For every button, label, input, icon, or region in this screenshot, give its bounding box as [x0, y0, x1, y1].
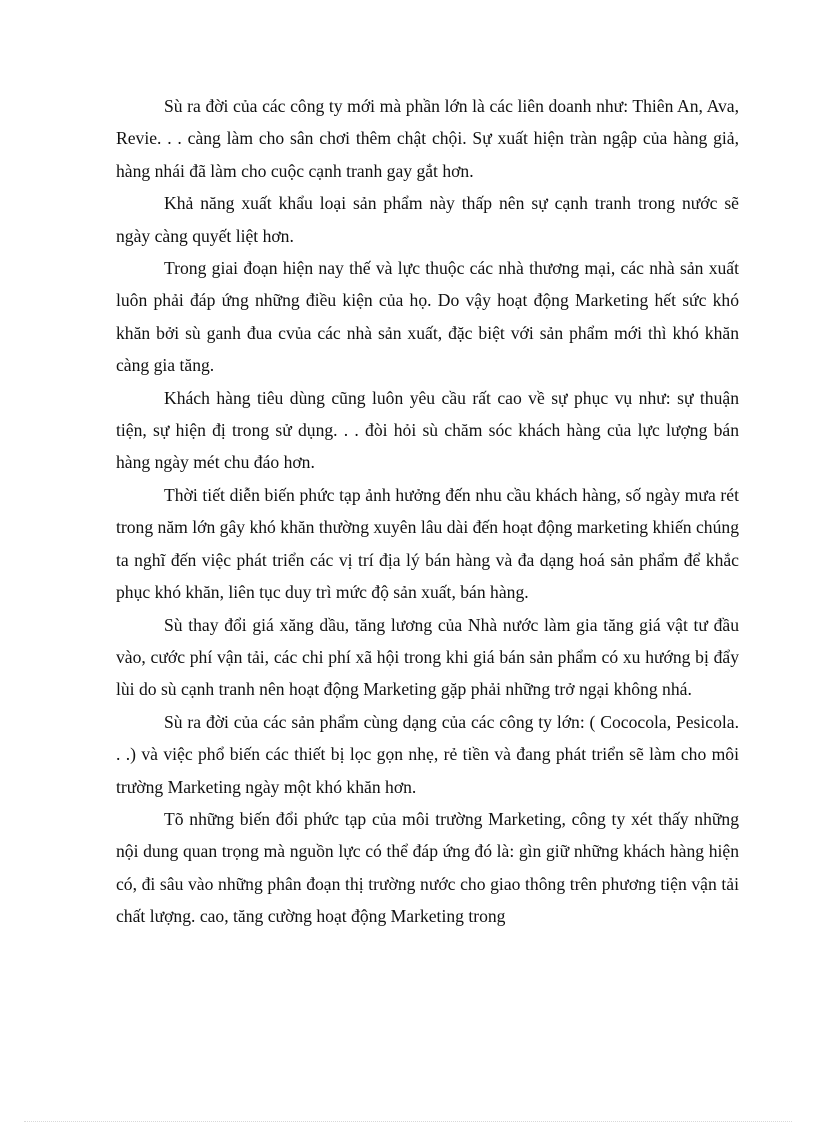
- paragraph-1: Sù ra đời của các công ty mới mà phần lớn là các liên doanh như: Thiên An, Ava, Revie. . . càng làm cho sân chơi thêm chật chội. Sự xuất hiện tràn ngập của hàng giả, hàng nhái đã làm cho cuộc cạnh tranh gay gắt hơn.: [116, 96, 739, 181]
- page-bottom-divider: [24, 1121, 792, 1122]
- paragraph-2: Khả năng xuất khẩu loại sản phẩm này thấp nên sự cạnh tranh trong nước sẽ ngày càng quyết liệt hơn.: [116, 193, 739, 246]
- paragraph-5: Thời tiết diễn biến phức tạp ảnh hưởng đến nhu cầu khách hàng, số ngày mưa rét trong năm lớn gây khó khăn thường xuyên lâu dài đến hoạt động marketing khiến chúng ta nghĩ đến việc phát triển các vị trí địa lý bán hàng và đa dạng hoá sản phẩm để khắc phục khó khăn, liên tục duy trì mức độ sản xuất, bán hàng.: [116, 484, 739, 603]
- paragraph-8: Tõ những biến đổi phức tạp của môi trường Marketing, công ty xét thấy những nội dung quan trọng mà nguồn lực có thể đáp ứng đó là: gìn giữ những khách hàng hiện có, đi sâu vào những phân đoạn thị trường nước cho giao thông trên phương tiện vận tải chất lượng. cao, tăng cường hoạt động Marketing trong: [116, 808, 739, 927]
- document-body: [116, 90, 739, 933]
- paragraph-3: Trong giai đoạn hiện nay thế và lực thuộc các nhà thương mại, các nhà sản xuất luôn phải đáp ứng những điều kiện của họ. Do vậy hoạt động Marketing hết sức khó khăn bởi sù ganh đua cvủa các nhà sản xuất, đặc biệt với sản phẩm mới thì khó khăn càng gia tăng.: [116, 258, 739, 376]
- paragraph-4: Khách hàng tiêu dùng cũng luôn yêu cầu rất cao về sự phục vụ như: sự thuận tiện, sự hiện đị trong sử dụng. . . đòi hỏi sù chăm sóc khách hàng của lực lượng bán hàng ngày mét chu đáo hơn.: [116, 387, 739, 473]
- paragraph-7: Sù ra đời của các sản phẩm cùng dạng của các công ty lớn: ( Cococola, Pesicola. . .) và việc phổ biến các thiết bị lọc gọn nhẹ, rẻ tiền và đang phát triển sẽ làm cho môi trường Marketing ngày một khó khăn hơn.: [116, 711, 739, 797]
- paragraph-6: Sù thay đổi giá xăng dầu, tăng lương của Nhà nước làm gia tăng giá vật tư đầu vào, cước phí vận tải, các chi phí xã hội trong khi giá bán sản phẩm có xu hướng bị đẩy lùi do sù cạnh tranh nên hoạt động Marketing gặp phải những trở ngại không nhá.: [116, 614, 739, 700]
